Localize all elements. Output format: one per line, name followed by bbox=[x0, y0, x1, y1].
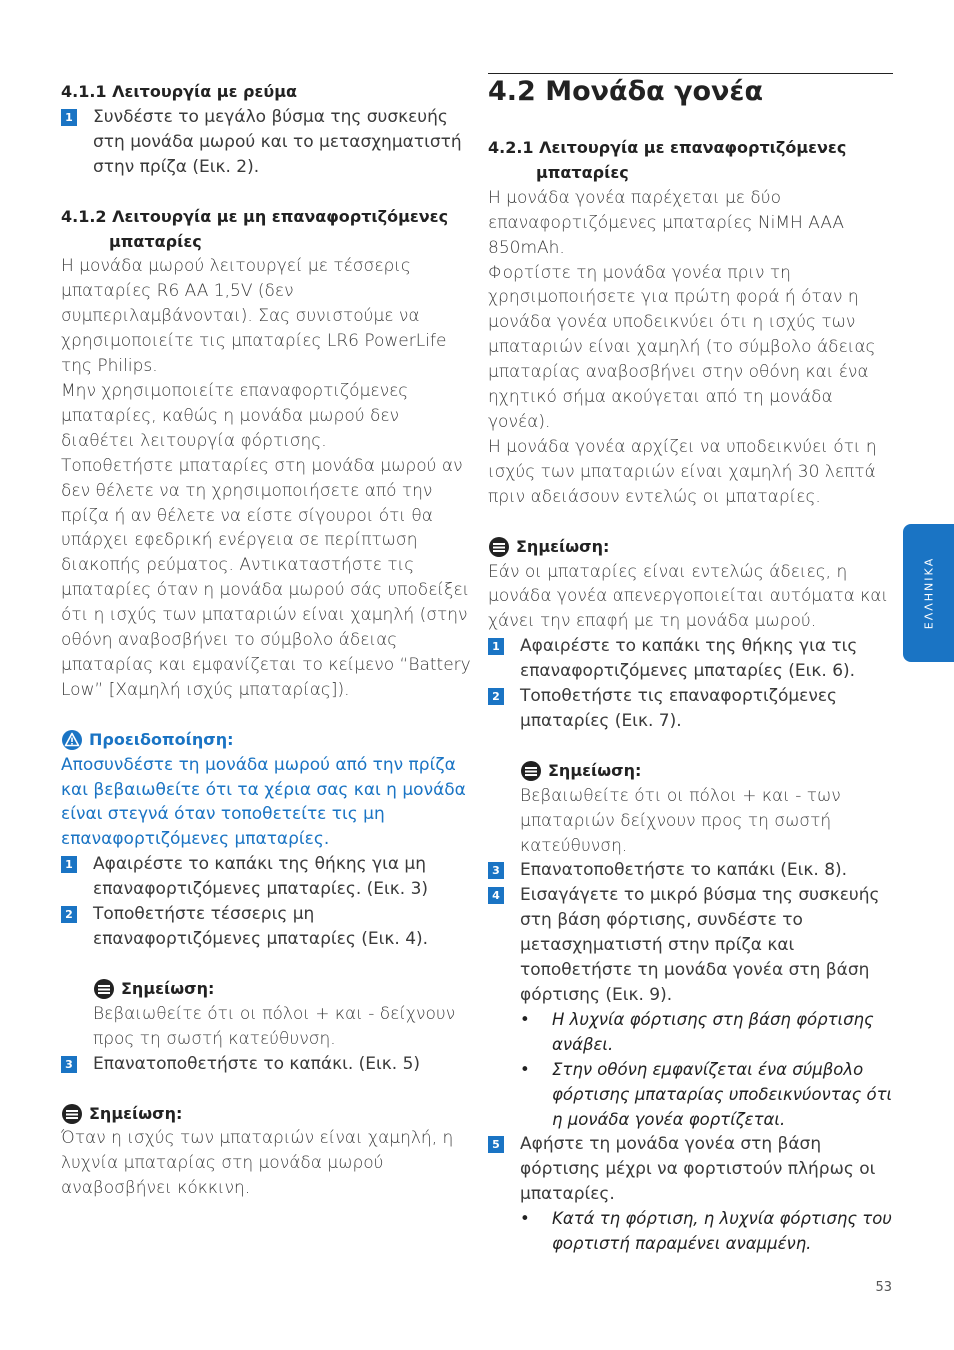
paragraph: Μην χρησιμοποιείτε επαναφορτιζόμενες μπαταρίες, καθώς η μονάδα μωρού δεν διαθέτει λειτουργία φόρτισης. bbox=[61, 380, 409, 451]
note-label: Σημείωση: bbox=[516, 536, 610, 556]
note-icon bbox=[93, 978, 115, 1000]
note-label: Σημείωση: bbox=[548, 760, 642, 780]
paragraph: Η μονάδα γονέα παρέχεται με δύο επαναφορτιζόμενες μπαταρίες NiMH AAA 850mAh. bbox=[488, 187, 845, 258]
note-block bbox=[61, 1102, 471, 1202]
note-icon bbox=[61, 1103, 83, 1125]
paragraph: Η μονάδα μωρού λειτουργεί με τέσσερις μπαταρίες R6 AA 1,5V (δεν συμπεριλαμβάνονται). Σας συνιστούμε να χρησιμοποιείτε τις μπαταρίες LR6 PowerLife της Philips. bbox=[61, 256, 447, 377]
step-number: 3 bbox=[488, 862, 504, 879]
section-4-2-title: 4.2 Μονάδα γονέα bbox=[488, 76, 763, 107]
warning-text: Αποσυνδέστε τη μονάδα μωρού από την πρίζα και βεβαιωθείτε ότι τα χέρια σας και η μονάδα είναι στεγνά όταν τοποθετείτε τις μη επαναφορτιζόμενες μπαταρίες. bbox=[61, 754, 466, 850]
note-icon bbox=[520, 760, 542, 782]
language-side-tab bbox=[903, 524, 954, 662]
step-4-2-1-3: 3 Επανατοποθετήστε το καπάκι (Εικ. 8). bbox=[488, 858, 896, 883]
note-text: Βεβαιωθείτε ότι οι πόλοι + και - δείχνουν προς τη σωστή κατεύθυνση. bbox=[93, 1003, 456, 1049]
paragraph: Φορτίστε τη μονάδα γονέα πριν τη χρησιμοποιήσετε για πρώτη φορά ή όταν η μονάδα γονέα υποδεικνύει ότι η ισχύς των μπαταριών είναι χαμηλή (το σύμβολο άδειας μπαταρίας αναβοσβήνει στην οθόνη και ένα ηχητικό σήμα ακούγεται από τη μονάδα γονέα). bbox=[488, 262, 876, 432]
note-label: Σημείωση: bbox=[121, 978, 215, 998]
step-number: 1 bbox=[61, 109, 77, 126]
bullet-item: • Κατά τη φόρτιση, η λυχνία φόρτισης του φορτιστή παραμένει αναμμένη. bbox=[488, 1207, 896, 1257]
warning-label: Προειδοποίηση: bbox=[89, 729, 234, 749]
section-4-2-1-title: 4.2.1 Λειτουργία με επαναφορτιζόμενες μπαταρίες bbox=[488, 138, 847, 182]
step-4-2-1-4: 4 Εισαγάγετε το μικρό βύσμα της συσκευής στη βάση φόρτισης, συνδέστε το μετασχηματιστή στην πρίζα και τοποθετήστε τη μονάδα γονέα στη βάση φόρτισης (Εικ. 9). bbox=[488, 883, 896, 1008]
warning-icon bbox=[61, 729, 83, 751]
right-column bbox=[488, 76, 896, 1257]
step-number: 4 bbox=[488, 887, 504, 904]
paragraph: Τοποθετήστε μπαταρίες στη μονάδα μωρού αν δεν θέλετε να τη χρησιμοποιήσετε από την πρίζα ή αν θέλετε να είστε σίγουροι ότι θα υπάρχει εφεδρική ενέργεια σε περίπτωση διακοπής ρεύματος. Αντικαταστήστε τις μπαταρίες όταν η μονάδα μωρού σάς υποδείξει ότι η ισχύς των μπαταριών είναι χαμηλή (στην οθόνη αναβοσβήνει το σύμβολο άδειας μπαταρίας και εμφανίζεται το κείμενο “Battery Low” [Χαμηλή ισχύς μπαταρίας]). bbox=[61, 455, 471, 700]
step-number: 1 bbox=[488, 638, 504, 655]
step-4-1-1-1: 1 Συνδέστε το μεγάλο βύσμα της συσκευής στη μονάδα μωρού και το μετασχηματιστή στην πρίζα (Εικ. 2). bbox=[61, 105, 471, 180]
step-number: 2 bbox=[61, 906, 77, 923]
step-number: 2 bbox=[488, 688, 504, 705]
note-block bbox=[488, 535, 896, 635]
section-4-1-1-title: 4.1.1 Λειτουργία με ρεύμα bbox=[61, 82, 297, 101]
section-4-1-2-title: 4.1.2 Λειτουργία με μη επαναφορτιζόμενες μπαταρίες bbox=[61, 206, 449, 251]
title-rule bbox=[488, 73, 893, 74]
step-number: 1 bbox=[61, 856, 77, 873]
left-column bbox=[61, 80, 471, 1201]
bullet-item: • Στην οθόνη εμφανίζεται ένα σύμβολο φόρτισης μπαταρίας υποδεικνύοντας ότι η μονάδα γονέα φορτίζεται. bbox=[488, 1058, 896, 1133]
bullet-item: • Η λυχνία φόρτισης στη βάση φόρτισης ανάβει. bbox=[488, 1008, 896, 1058]
page-number: 53 bbox=[875, 1280, 892, 1295]
paragraph: Η μονάδα γονέα αρχίζει να υποδεικνύει ότι η ισχύς των μπαταριών είναι χαμηλή 30 λεπτά πριν αδειάσουν εντελώς οι μπαταρίες. bbox=[488, 436, 877, 507]
note-block bbox=[61, 977, 471, 1052]
step-4-1-2-2: 2 Τοποθετήστε τέσσερις μη επαναφορτιζόμενες μπαταρίες (Εικ. 4). bbox=[61, 902, 471, 952]
step-4-1-2-3: 3 Επανατοποθετήστε το καπάκι. (Εικ. 5) bbox=[61, 1052, 471, 1077]
note-text: Βεβαιωθείτε ότι οι πόλοι + και - των μπαταριών δείχνουν προς τη σωστή κατεύθυνση. bbox=[520, 785, 841, 856]
step-4-1-2-1: 1 Αφαιρέστε το καπάκι της θήκης για μη επαναφορτιζόμενες μπαταρίες. (Εικ. 3) bbox=[61, 852, 471, 902]
warning-block bbox=[61, 728, 471, 853]
note-block bbox=[488, 759, 896, 859]
step-4-2-1-2: 2 Τοποθετήστε τις επαναφορτιζόμενες μπαταρίες (Εικ. 7). bbox=[488, 684, 896, 734]
note-label: Σημείωση: bbox=[89, 1103, 183, 1123]
note-text: Όταν η ισχύς των μπαταριών είναι χαμηλή, η λυχνία μπαταρίας στη μονάδα μωρού αναβοσβήνει κόκκινη. bbox=[61, 1128, 454, 1199]
note-text: Εάν οι μπαταρίες είναι εντελώς άδειες, η μονάδα γονέα απενεργοποιείται αυτόματα και χάνει την επαφή με τη μονάδα μωρού. bbox=[488, 561, 889, 632]
step-4-2-1-1: 1 Αφαιρέστε το καπάκι της θήκης για τις επαναφορτιζόμενες μπαταρίες (Εικ. 6). bbox=[488, 634, 896, 684]
step-4-2-1-5: 5 Αφήστε τη μονάδα γονέα στη βάση φόρτισης μέχρι να φορτιστούν πλήρως οι μπαταρίες. bbox=[488, 1132, 896, 1207]
language-tab-label: ΕΛΛΗΝΙΚΑ bbox=[922, 556, 935, 630]
step-number: 5 bbox=[488, 1136, 504, 1153]
step-number: 3 bbox=[61, 1056, 77, 1073]
note-icon bbox=[488, 536, 510, 558]
